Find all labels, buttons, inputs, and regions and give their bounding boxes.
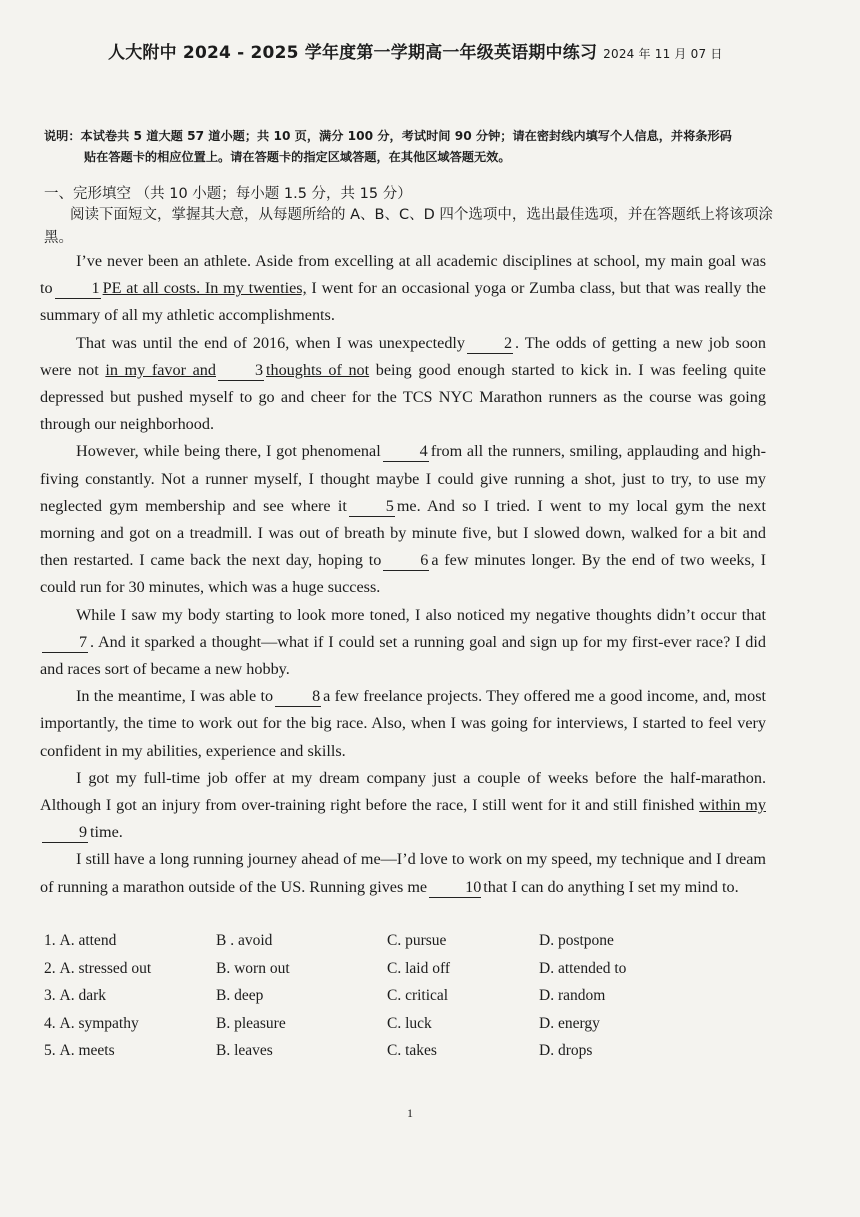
paragraph-text: I got my full-time job offer at my dream company just a couple of weeks before the half-marathon. Although I got an injury from over-training right before the race, I still went for it and still finished — [40, 768, 766, 815]
paragraph-text: time. — [90, 823, 123, 842]
blank-2: 2 — [467, 333, 513, 354]
exam-title-text: 人大附中 2024 - 2025 学年度第一学期高一年级英语期中练习 — [108, 43, 598, 63]
blank-3: 3 — [218, 360, 264, 381]
instructions-line-2: 贴在答题卡的相应位置上。请在答题卡的指定区域答题，在其他区域答题无效。 — [84, 150, 511, 164]
passage-paragraph-7 — [40, 846, 766, 900]
paragraph-text: a few minutes longer. By the end of two weeks, I could run for 30 minutes, which was a huge success. — [40, 551, 766, 597]
blank-5: 5 — [349, 496, 395, 517]
question-3-options — [44, 982, 764, 1010]
blank-4: 4 — [383, 441, 429, 462]
underlined-text: within my — [699, 796, 766, 815]
blank-8: 8 — [275, 686, 321, 707]
blank-6: 6 — [383, 550, 429, 571]
paragraph-text: me. And so I tried. I went to my local gym the next morning and got on a treadmill. I was out of breath by minute five, but I slowed down, walked for a bit and then restarted. I came back the next day, hoping to — [40, 496, 766, 570]
blank-10: 10 — [429, 877, 481, 898]
question-2-option-c: C. laid off — [387, 959, 450, 977]
underlined-text: thoughts of not — [266, 360, 370, 379]
question-3-option-c: C. critical — [387, 987, 449, 1004]
section-heading: 一、完形填空 （共 10 小题；每小题 1.5 分，共 15 分） — [44, 186, 412, 202]
question-4-option-c: C. luck — [387, 1014, 432, 1032]
paragraph-text: While I saw my body starting to look more toned, I also noticed my negative thoughts didn’t occur that — [76, 605, 766, 624]
question-4-option-a: 4. A. sympathy — [44, 1014, 139, 1032]
paragraph-text: . And it sparked a thought—what if I could set a running goal and sign up for my first-ever race? I did and races sort of became a new hobby. — [40, 632, 766, 679]
paragraph-text: I still have a long running journey ahead of me—I’d love to work on my speed, my technique and I dream of running a marathon outside of the US. Running gives me — [40, 850, 766, 896]
blank-1: 1 — [55, 278, 101, 299]
paragraph-text: that I can do anything I set my mind to. — [483, 877, 739, 896]
underlined-text: PE at all costs. In my twenties, — [102, 279, 307, 298]
paragraph-text: a few freelance projects. They offered me a good income, and, most importantly, the time to work out for the big race. Also, when I was going for interviews, I started to feel very confident in my abilities, experience and skills. — [40, 687, 767, 760]
question-1-option-a: 1. A. attend — [44, 932, 117, 949]
exam-instructions — [44, 126, 784, 168]
cloze-passage — [40, 248, 766, 901]
question-4-options — [44, 1010, 764, 1038]
paragraph-text: However, while being there, I got phenomenal — [76, 442, 381, 461]
passage-paragraph-4 — [40, 602, 766, 684]
question-1-options — [44, 927, 764, 955]
question-5-option-a: 5. A. meets — [44, 1042, 115, 1059]
paragraph-text: In the meantime, I was able to — [76, 687, 274, 706]
question-1-option-b: B . avoid — [216, 932, 273, 949]
question-4-option-b: B. pleasure — [216, 1014, 286, 1032]
page-number: 1 — [407, 1106, 413, 1120]
paragraph-text: I went for an occasional yoga or Zumba class, but that was really the summary of all my athletic accomplishments. — [40, 279, 766, 325]
passage-paragraph-2 — [40, 330, 766, 439]
passage-paragraph-3 — [40, 438, 766, 601]
question-5-option-c: C. takes — [387, 1042, 437, 1059]
question-2-option-a: 2. A. stressed out — [44, 959, 152, 977]
question-2-option-b: B. worn out — [216, 959, 290, 977]
paragraph-text: That was until the end of 2016, when I was unexpectedly — [76, 333, 466, 352]
question-2-option-d: D. attended to — [539, 959, 627, 977]
passage-paragraph-6 — [40, 765, 766, 847]
passage-paragraph-5 — [40, 683, 766, 765]
question-3-option-b: B. deep — [216, 987, 264, 1004]
paragraph-text: I’ve never been an athlete. Aside from excelling at all academic disciplines at school, my main goal was to — [40, 252, 766, 298]
paragraph-text: being good enough started to kick in. I was feeling quite depressed but pushed myself to go and cheer for the TCS NYC Marathon runners as the course was going through our neighborhood. — [40, 360, 766, 434]
question-4-option-d: D. energy — [539, 1014, 600, 1032]
paragraph-text: . The odds of getting a new job soon were not — [40, 333, 766, 379]
blank-7: 7 — [42, 632, 88, 653]
question-1-option-d: D. postpone — [539, 932, 614, 949]
question-2-options — [44, 955, 764, 983]
question-3-option-d: D. random — [539, 987, 606, 1004]
question-3-option-a: 3. A. dark — [44, 987, 106, 1004]
instructions-line-1: 说明：本试卷共 5 道大题 57 道小题；共 10 页，满分 100 分，考试时间 90 分钟；请在密封线内填写个人信息，并将条形码 — [44, 129, 732, 143]
passage-paragraph-1 — [40, 248, 766, 330]
underlined-text: in my favor and — [105, 360, 216, 379]
answer-options — [44, 927, 764, 1065]
section-instruction: 阅读下面短文，掌握其大意，从每题所给的 A、B、C、D 四个选项中，选出最佳选项，并在答题纸上将该项涂黑。 — [44, 207, 773, 246]
question-5-option-d: D. drops — [539, 1042, 593, 1059]
question-5-option-b: B. leaves — [216, 1042, 273, 1059]
exam-title — [108, 38, 808, 63]
blank-9: 9 — [42, 822, 88, 843]
exam-date: 2024 年 11 月 07 日 — [603, 47, 723, 61]
question-5-options — [44, 1037, 764, 1065]
paragraph-text: from all the runners, smiling, applauding and high-fiving constantly. Not a runner myself, I thought maybe I could give running a shot, just to try, to use my neglected gym membership and see where it — [40, 442, 766, 515]
question-1-option-c: C. pursue — [387, 932, 447, 949]
